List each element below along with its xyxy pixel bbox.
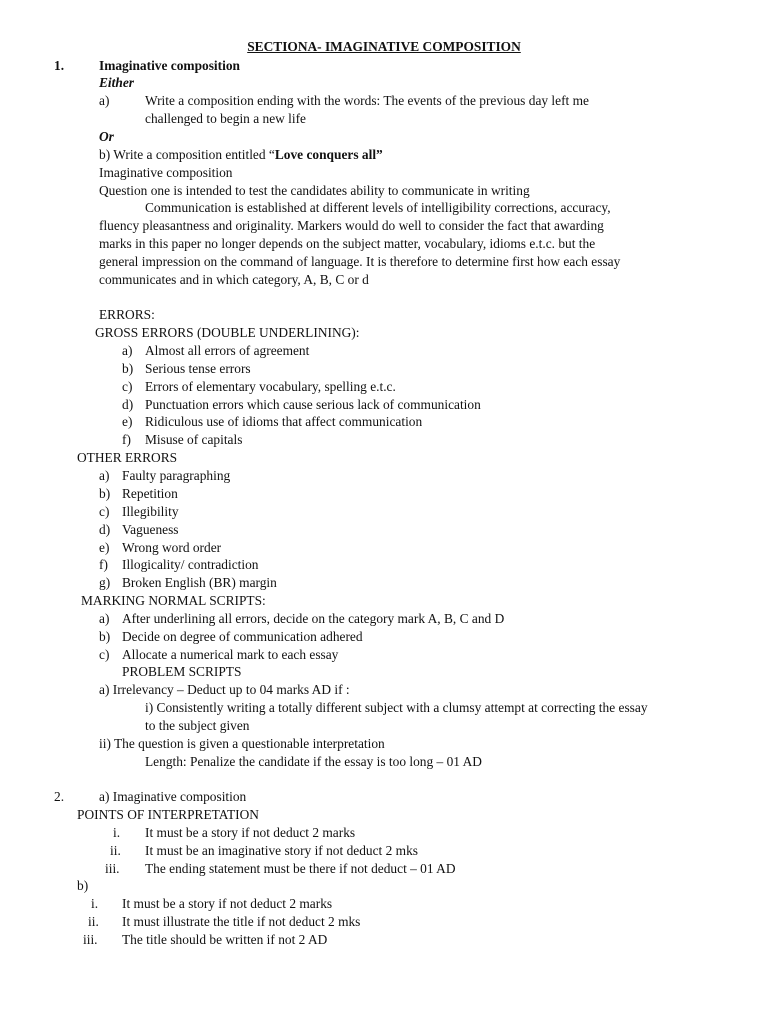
other-error-item: Illegibility (122, 504, 179, 519)
irrelevancy-point-ii: ii) The question is given a questionable interpretation (99, 736, 385, 751)
q2-b-point-label: iii. (83, 932, 98, 947)
gross-error-label: f) (122, 432, 131, 447)
other-error-label: f) (99, 557, 108, 572)
gross-error-label: d) (122, 397, 134, 412)
q1-option-a-text-line-2: challenged to begin a new life (145, 111, 306, 126)
other-error-label: d) (99, 522, 111, 537)
q2-a-point: The ending statement must be there if not deduct – 01 AD (145, 861, 456, 876)
marking-step-label: a) (99, 611, 110, 626)
irrelevancy-point-i-line-1: i) Consistently writing a totally different subject with a clumsy attempt at correcting the essay (145, 700, 648, 715)
marking-step-label: b) (99, 629, 111, 644)
other-error-item: Repetition (122, 486, 178, 501)
marking-step: Decide on degree of communication adhered (122, 629, 363, 644)
or-label: Or (99, 129, 114, 144)
q1-paragraph-line-1: Communication is established at different levels of intelligibility corrections, accuracy, (145, 200, 611, 215)
q1-option-b-prefix: b) Write a composition entitled “ (99, 147, 275, 162)
other-error-item: Wrong word order (122, 540, 222, 555)
question-number-1: 1. (54, 58, 65, 73)
q1-option-a-text-line-1: Write a composition ending with the words: The events of the previous day left me (145, 93, 589, 108)
other-error-item: Faulty paragraphing (122, 468, 231, 483)
q2-b-point-label: i. (91, 896, 99, 911)
gross-error-item: Punctuation errors which cause serious lack of communication (145, 397, 481, 412)
q1-heading: Imaginative composition (99, 58, 240, 73)
q1-option-b (99, 146, 383, 163)
q2-b-point: The title should be written if not 2 AD (122, 932, 328, 947)
other-error-label: b) (99, 486, 111, 501)
errors-heading: ERRORS: (99, 307, 155, 322)
other-errors-heading: OTHER ERRORS (77, 450, 178, 465)
gross-error-item: Errors of elementary vocabulary, spelling e.t.c. (145, 379, 396, 394)
q2-b-label: b) (77, 878, 89, 893)
marking-step: Allocate a numerical mark to each essay (122, 647, 339, 662)
gross-error-item: Misuse of capitals (145, 432, 243, 447)
q1-paragraph-line-4: general impression on the command of language. It is therefore to determine first how each essay (99, 254, 621, 269)
q2-a-point-label: i. (113, 825, 121, 840)
q1-option-b-title: Love conquers all” (274, 147, 383, 162)
q2-b-point-label: ii. (88, 914, 99, 929)
marking-step: After underlining all errors, decide on the category mark A, B, C and D (122, 611, 505, 626)
q1-sub-heading: Imaginative composition (99, 165, 233, 180)
gross-error-label: c) (122, 379, 133, 394)
irrelevancy-rule: a) Irrelevancy – Deduct up to 04 marks AD if : (99, 682, 350, 697)
problem-scripts-heading: PROBLEM SCRIPTS (122, 664, 242, 679)
other-error-item: Vagueness (122, 522, 179, 537)
q2-a-heading: a) Imaginative composition (99, 789, 247, 804)
other-error-item: Broken English (BR) margin (122, 575, 277, 590)
gross-error-item: Ridiculous use of idioms that affect communication (145, 414, 423, 429)
irrelevancy-point-i-line-2: to the subject given (145, 718, 250, 733)
page-title: SECTIONA- IMAGINATIVE COMPOSITION (247, 39, 521, 54)
gross-errors-heading: GROSS ERRORS (DOUBLE UNDERLINING): (95, 325, 360, 340)
other-error-label: a) (99, 468, 110, 483)
q2-b-point: It must illustrate the title if not deduct 2 mks (122, 914, 361, 929)
either-label: Either (99, 75, 134, 90)
length-rule: Length: Penalize the candidate if the essay is too long – 01 AD (145, 754, 482, 769)
q2-a-point: It must be a story if not deduct 2 marks (145, 825, 356, 840)
points-of-interpretation-heading: POINTS OF INTERPRETATION (77, 807, 259, 822)
q1-option-a-label: a) (99, 93, 110, 108)
gross-error-label: e) (122, 414, 133, 429)
q2-a-point-label: ii. (110, 843, 121, 858)
other-error-item: Illogicality/ contradiction (122, 557, 259, 572)
q2-b-point: It must be a story if not deduct 2 marks (122, 896, 333, 911)
gross-error-label: a) (122, 343, 133, 358)
q1-paragraph-line-2: fluency pleasantness and originality. Markers would do well to consider the fact that awarding (99, 218, 604, 233)
marking-normal-scripts-heading: MARKING NORMAL SCRIPTS: (81, 593, 266, 608)
q1-paragraph-line-5: communicates and in which category, A, B, C or d (99, 272, 369, 287)
other-error-label: g) (99, 575, 111, 590)
q1-intro: Question one is intended to test the candidates ability to communicate in writing (99, 183, 530, 198)
other-error-label: e) (99, 540, 110, 555)
question-number-2: 2. (54, 789, 65, 804)
other-error-label: c) (99, 504, 110, 519)
gross-error-item: Serious tense errors (145, 361, 251, 376)
gross-error-item: Almost all errors of agreement (145, 343, 310, 358)
q2-a-point-label: iii. (105, 861, 120, 876)
q2-a-point: It must be an imaginative story if not deduct 2 mks (145, 843, 418, 858)
q1-paragraph-line-3: marks in this paper no longer depends on the subject matter, vocabulary, idioms e.t.c. but the (99, 236, 596, 251)
gross-error-label: b) (122, 361, 134, 376)
marking-step-label: c) (99, 647, 110, 662)
